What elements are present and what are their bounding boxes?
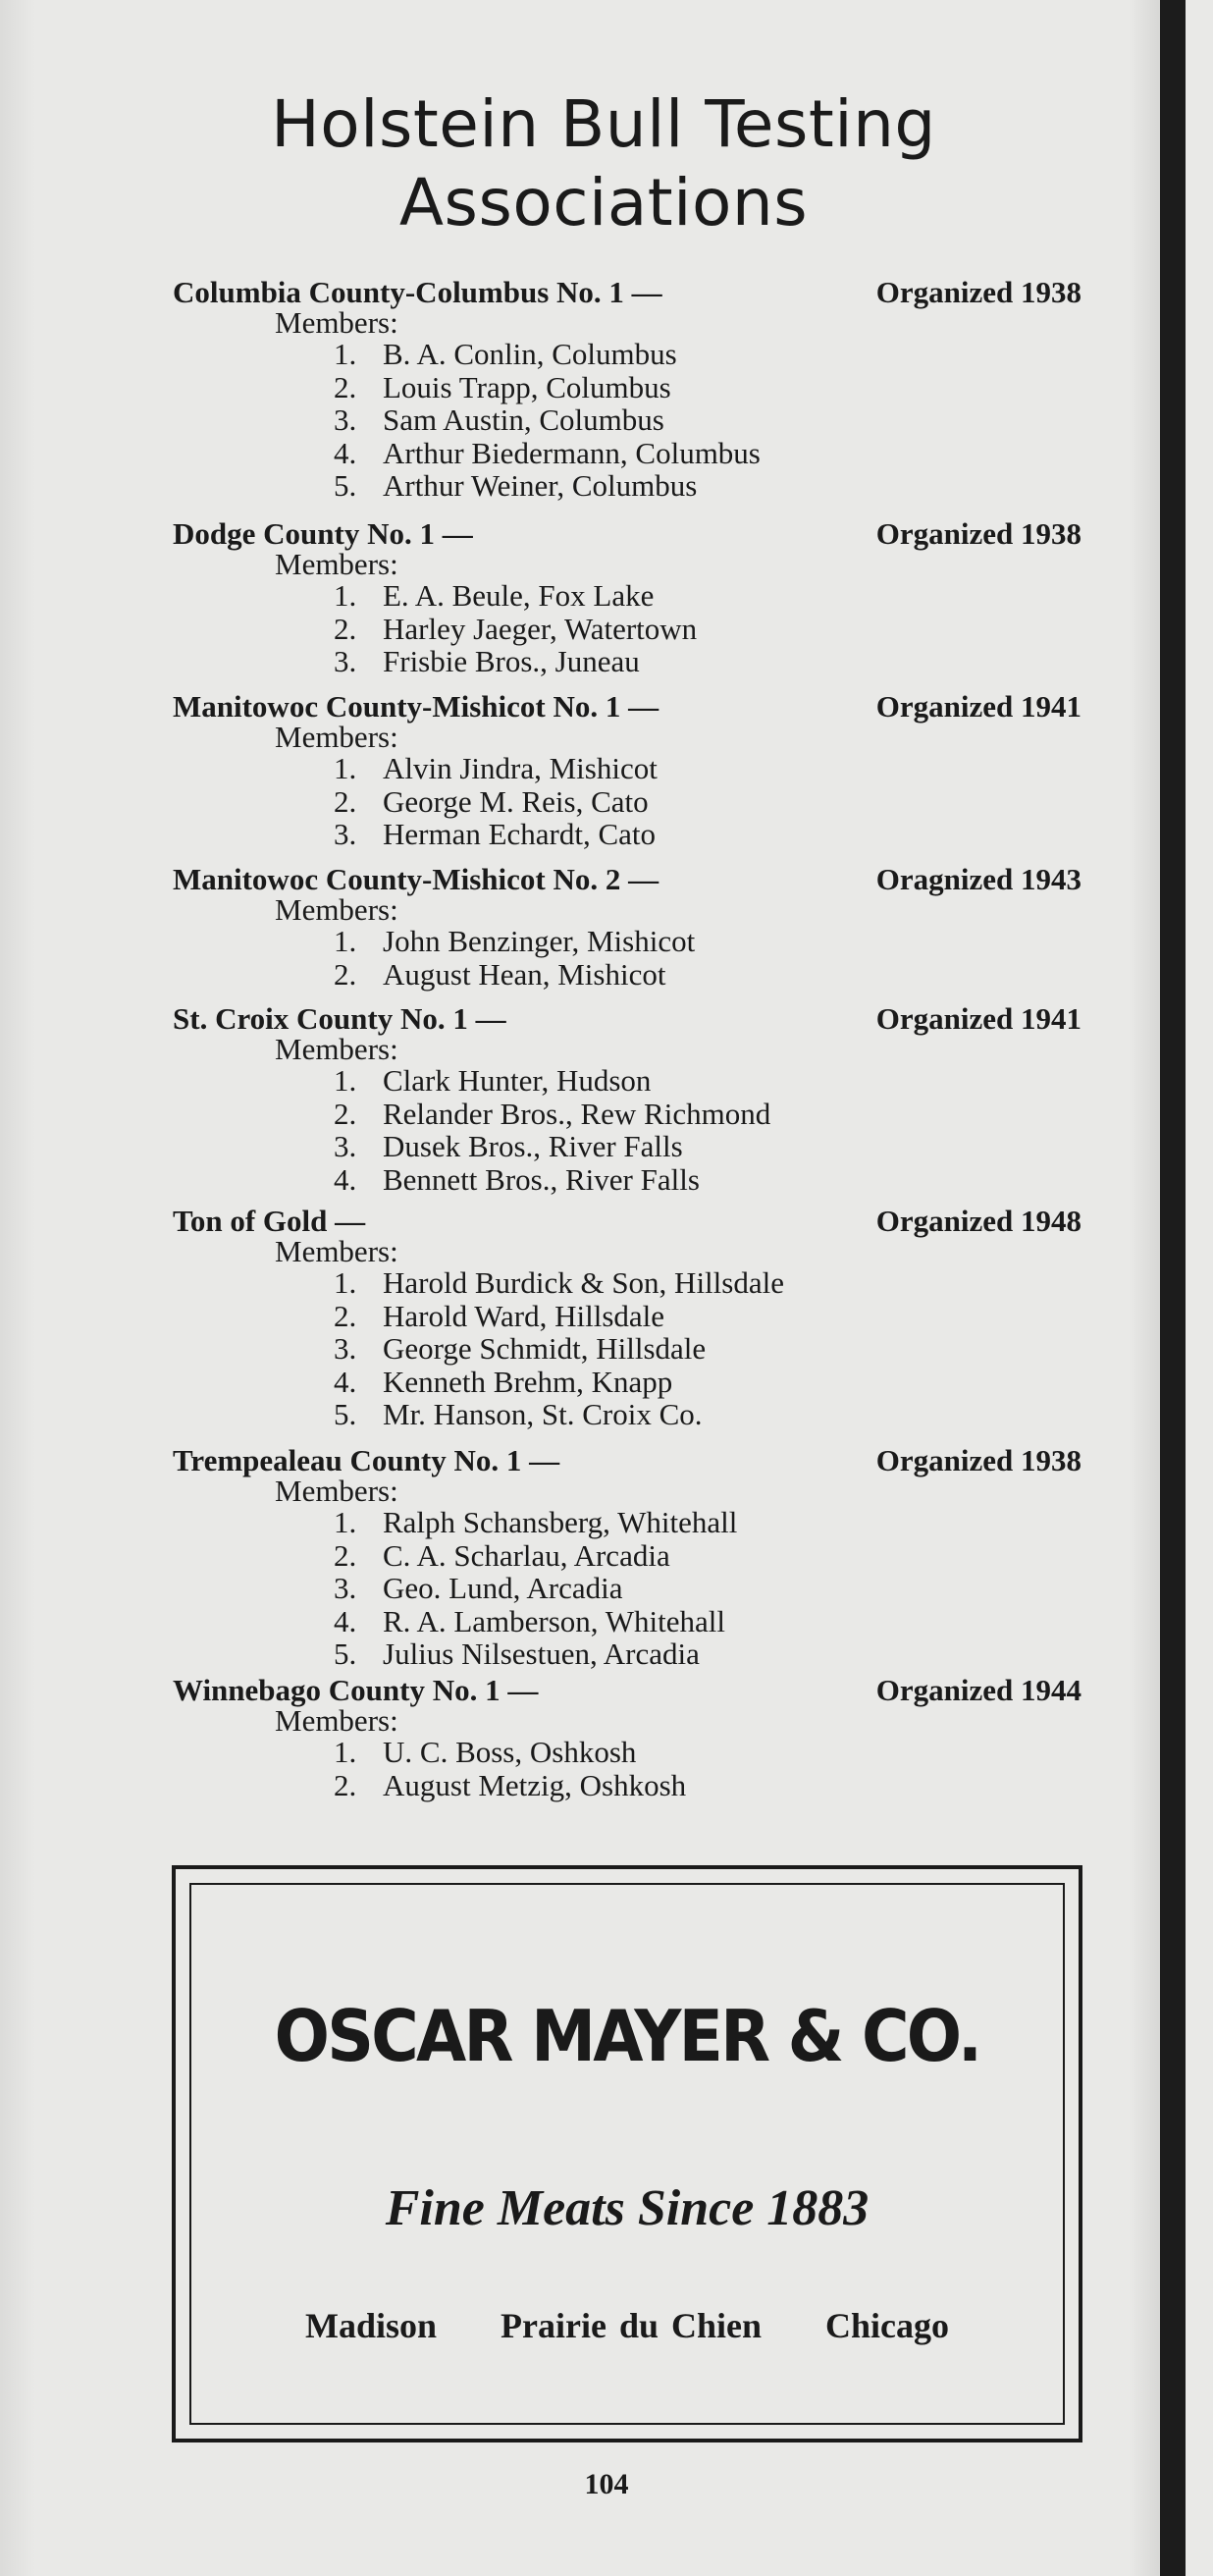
- member-number: 2.: [334, 956, 357, 992]
- member-entry: [334, 469, 697, 503]
- member-entry: [334, 1637, 700, 1671]
- member-number: 1.: [334, 924, 357, 958]
- members-label: Members:: [275, 892, 398, 927]
- member-entry: [334, 1736, 636, 1769]
- member-name: Harold Ward, Hillsdale: [383, 1298, 665, 1333]
- member-number: 4.: [334, 1603, 357, 1638]
- member-name: Louis Trapp, Columbus: [383, 369, 671, 404]
- members-label: Members:: [275, 720, 398, 754]
- member-entry: [334, 925, 695, 958]
- member-number: 5.: [334, 1397, 357, 1432]
- association-name: Ton of Gold —: [173, 1204, 366, 1238]
- member-name: Arthur Weiner, Columbus: [383, 468, 698, 504]
- member-number: 2.: [334, 369, 357, 404]
- members-label: Members:: [275, 1234, 398, 1268]
- advertisement-inner-frame: [189, 1883, 1065, 2425]
- member-number: 4.: [334, 1161, 357, 1197]
- members-label: Members:: [275, 1474, 398, 1508]
- association-organized: Organized 1938: [875, 275, 1081, 309]
- member-number: 5.: [334, 1637, 357, 1672]
- association-name: Manitowoc County-Mishicot No. 1 —: [173, 689, 659, 724]
- member-name: Harley Jaeger, Watertown: [383, 611, 698, 646]
- member-entry: [334, 752, 658, 785]
- member-number: 2.: [334, 1096, 357, 1131]
- member-name: Kenneth Brehm, Knapp: [383, 1364, 673, 1399]
- advertisement-tagline: Fine Meats Since 1883: [385, 2180, 870, 2236]
- member-number: 1.: [334, 578, 357, 613]
- member-number: 1.: [334, 751, 357, 785]
- member-number: 1.: [334, 1505, 357, 1539]
- member-entry: [334, 403, 664, 437]
- members-label: Members:: [275, 1032, 398, 1066]
- member-number: 5.: [334, 468, 357, 504]
- members-label: Members:: [275, 305, 398, 340]
- member-entry: [334, 785, 649, 819]
- member-name: Dusek Bros., River Falls: [383, 1129, 683, 1164]
- member-entry: [334, 818, 656, 851]
- binding-edge: [1160, 0, 1186, 2576]
- member-name: August Metzig, Oshkosh: [383, 1767, 687, 1802]
- member-entry: [334, 1332, 706, 1366]
- member-number: 1.: [334, 1265, 357, 1300]
- member-entry: [334, 437, 761, 470]
- member-name: Relander Bros., Rew Richmond: [383, 1096, 771, 1131]
- member-entry: [334, 958, 665, 992]
- member-name: Harold Burdick & Son, Hillsdale: [383, 1265, 784, 1300]
- member-number: 3.: [334, 817, 357, 852]
- member-name: Mr. Hanson, St. Croix Co.: [383, 1397, 703, 1432]
- member-number: 2.: [334, 1537, 357, 1573]
- member-entry: [334, 1064, 651, 1098]
- association-name: St. Croix County No. 1 —: [173, 1001, 506, 1036]
- member-entry: [334, 1163, 700, 1197]
- member-name: Frisbie Bros., Juneau: [383, 644, 640, 679]
- page-right-shadow: [1129, 0, 1160, 2576]
- member-name: George Schmidt, Hillsdale: [383, 1331, 707, 1367]
- member-number: 2.: [334, 1767, 357, 1802]
- page-title-line-2: Associations: [398, 165, 809, 241]
- advertisement-city: Prairie du Chien: [501, 2306, 763, 2345]
- member-entry: [334, 338, 677, 371]
- member-entry: [334, 1266, 784, 1300]
- advertisement-cities: [191, 2305, 1063, 2346]
- association-organized: Organized 1944: [875, 1673, 1081, 1707]
- member-entry: [334, 579, 654, 613]
- member-number: 3.: [334, 1571, 357, 1606]
- member-number: 3.: [334, 402, 357, 438]
- member-number: 4.: [334, 1364, 357, 1399]
- member-name: Julius Nilsestuen, Arcadia: [383, 1637, 700, 1672]
- association-organized: Organized 1938: [875, 516, 1081, 551]
- member-number: 3.: [334, 644, 357, 679]
- advertisement-brand: OSCAR MAYER & CO.: [274, 1995, 980, 2077]
- advertisement-box: [172, 1865, 1082, 2442]
- member-name: August Hean, Mishicot: [383, 956, 666, 992]
- advertisement-city: Chicago: [825, 2306, 950, 2345]
- member-number: 4.: [334, 435, 357, 470]
- page-title-line-1: Holstein Bull Testing: [271, 86, 936, 162]
- member-name: E. A. Beule, Fox Lake: [383, 578, 655, 613]
- member-name: Arthur Biedermann, Columbus: [383, 435, 761, 470]
- association-organized: Organized 1941: [875, 689, 1081, 724]
- member-entry: [334, 1572, 622, 1605]
- member-number: 2.: [334, 1298, 357, 1333]
- member-name: Clark Hunter, Hudson: [383, 1063, 652, 1098]
- member-entry: [334, 1300, 664, 1333]
- member-entry: [334, 1398, 703, 1431]
- member-entry: [334, 1130, 683, 1163]
- member-number: 2.: [334, 783, 357, 819]
- association-organized: Organized 1941: [875, 1001, 1081, 1036]
- member-name: C. A. Scharlau, Arcadia: [383, 1537, 670, 1573]
- member-name: Geo. Lund, Arcadia: [383, 1571, 623, 1606]
- member-name: Herman Echardt, Cato: [383, 817, 657, 852]
- member-entry: [334, 1539, 670, 1573]
- member-number: 1.: [334, 1063, 357, 1098]
- member-entry: [334, 1506, 737, 1539]
- page-left-shadow: [0, 0, 35, 2576]
- member-number: 3.: [334, 1331, 357, 1367]
- member-name: Sam Austin, Columbus: [383, 402, 664, 438]
- member-name: Bennett Bros., River Falls: [383, 1161, 700, 1197]
- member-entry: [334, 1605, 725, 1638]
- association-organized: Oragnized 1943: [875, 862, 1081, 896]
- member-name: Ralph Schansberg, Whitehall: [383, 1505, 738, 1539]
- member-entry: [334, 645, 640, 678]
- member-entry: [334, 613, 697, 646]
- page-number: 104: [584, 2468, 629, 2500]
- member-number: 2.: [334, 611, 357, 646]
- members-label: Members:: [275, 1703, 398, 1738]
- member-number: 1.: [334, 337, 357, 371]
- member-name: U. C. Boss, Oshkosh: [383, 1735, 637, 1769]
- member-entry: [334, 1098, 770, 1131]
- association-name: Winnebago County No. 1 —: [173, 1673, 539, 1707]
- association-name: Manitowoc County-Mishicot No. 2 —: [173, 862, 659, 896]
- member-number: 1.: [334, 1735, 357, 1769]
- member-name: Alvin Jindra, Mishicot: [383, 751, 658, 785]
- members-label: Members:: [275, 547, 398, 581]
- member-name: John Benzinger, Mishicot: [383, 924, 696, 958]
- member-entry: [334, 371, 671, 404]
- association-organized: Organized 1948: [875, 1204, 1081, 1238]
- member-entry: [334, 1769, 686, 1802]
- association-name: Dodge County No. 1 —: [173, 516, 473, 551]
- member-name: George M. Reis, Cato: [383, 783, 649, 819]
- member-number: 3.: [334, 1129, 357, 1164]
- member-name: B. A. Conlin, Columbus: [383, 337, 677, 371]
- association-name: Columbia County-Columbus No. 1 —: [173, 275, 662, 309]
- member-entry: [334, 1366, 672, 1399]
- association-organized: Organized 1938: [875, 1443, 1081, 1477]
- association-name: Trempealeau County No. 1 —: [173, 1443, 560, 1477]
- member-name: R. A. Lamberson, Whitehall: [383, 1603, 725, 1638]
- advertisement-city: Madison: [304, 2306, 438, 2345]
